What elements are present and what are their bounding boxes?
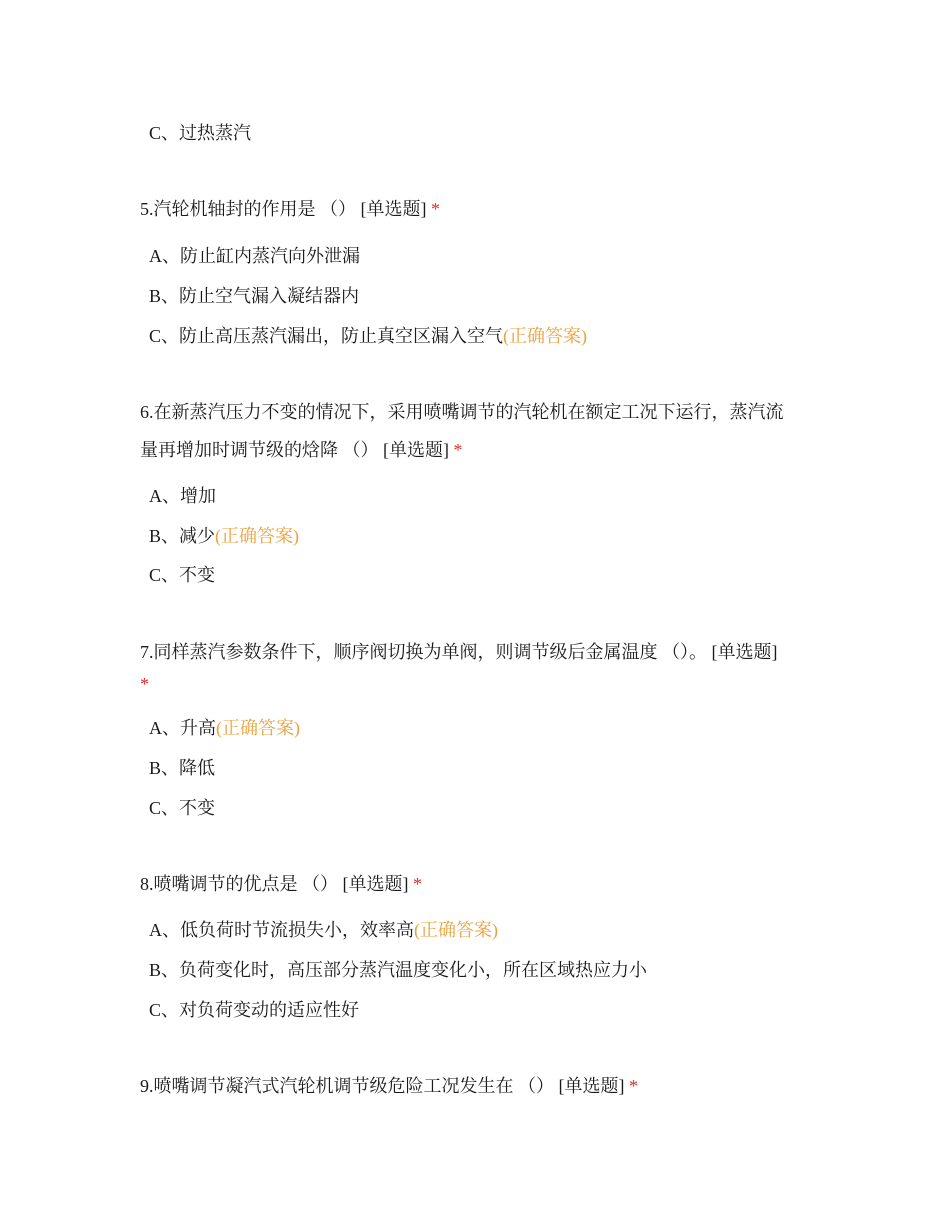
option-text: B、减少 [149,526,216,546]
option-item [149,756,215,780]
option-text: B、降低 [149,758,216,778]
required-mark: * [453,440,463,460]
correct-answer-tag: (正确答案) [215,526,300,546]
required-mark: * [140,674,149,694]
correct-answer-tag: (正确答案) [414,920,498,940]
question-type-tag: [单选题] [558,1076,625,1096]
question-text: 8.喷嘴调节的优点是 （） [140,874,338,894]
option-item [149,324,587,348]
required-mark: * [431,199,440,219]
question-title-8 [140,872,422,896]
correct-answer-tag: (正确答案) [503,326,588,346]
option-text: C、过热蒸汽 [149,123,252,143]
option-text: A、低负荷时节流损失小，效率高 [149,920,414,940]
question-text: 7.同样蒸汽参数条件下，顺序阀切换为单阀，则调节级后金属温度 （）。 [140,642,707,662]
required-mark: * [413,874,422,894]
option-text: C、不变 [149,565,216,585]
option-item [149,284,359,308]
correct-answer-tag: (正确答案) [216,718,300,738]
option-item [149,998,359,1022]
question-type-tag: [单选题] [360,199,427,219]
question-title-6 [140,400,784,424]
option-item [149,121,251,145]
question-text: 6.在新蒸汽压力不变的情况下，采用喷嘴调节的汽轮机在额定工况下运行，蒸汽流 [140,402,784,422]
question-type-tag: [单选题] [383,440,449,460]
option-text: A、增加 [149,486,216,506]
question-title-5 [140,197,440,221]
required-mark: * [629,1076,638,1096]
option-item [149,958,647,982]
question-text: 5.汽轮机轴封的作用是 （） [140,199,356,219]
option-item [149,244,360,268]
question-type-tag: [单选题] [342,874,409,894]
option-text: C、对负荷变动的适应性好 [149,1000,360,1020]
option-text: A、防止缸内蒸汽向外泄漏 [149,246,360,266]
question-text: 9.喷嘴调节凝汽式汽轮机调节级危险工况发生在 （） [140,1076,554,1096]
question-title-7 [140,640,778,664]
option-text: C、不变 [149,798,216,818]
option-text: B、负荷变化时，高压部分蒸汽温度变化小，所在区域热应力小 [149,960,648,980]
question-title-7-cont [140,672,149,696]
question-type-tag: [单选题] [711,642,778,662]
option-item [149,563,215,587]
question-title-6-cont [140,438,463,462]
option-text: A、升高 [149,718,216,738]
option-item [149,524,299,548]
option-item [149,716,300,740]
question-text: 量再增加时调节级的焓降 （） [140,440,379,460]
question-title-9 [140,1074,638,1098]
option-item [149,484,216,508]
option-text: B、防止空气漏入凝结器内 [149,286,360,306]
option-item [149,918,498,942]
option-item [149,796,215,820]
option-text: C、防止高压蒸汽漏出，防止真空区漏入空气 [149,326,504,346]
